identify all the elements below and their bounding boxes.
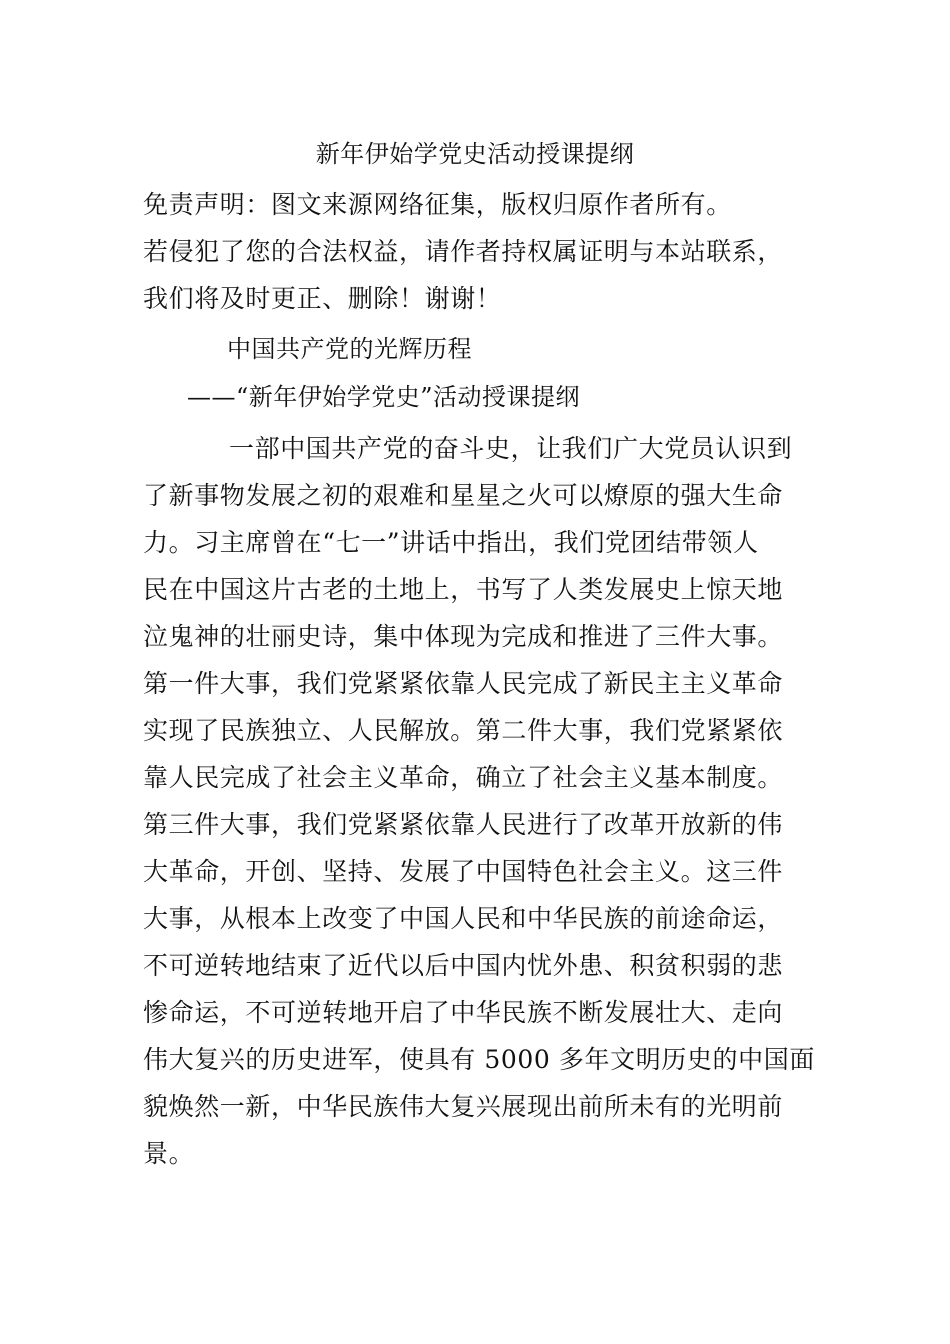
disclaimer-line: 我们将及时更正、删除！谢谢！: [143, 284, 502, 313]
section-subheading: ——“新年伊始学党史”活动授课提纲: [187, 383, 581, 411]
body-line: 了新事物发展之初的艰难和星星之火可以燎原的强大生命: [143, 481, 784, 510]
body-line: 大事，从根本上改变了中国人民和中华民族的前途命运，: [143, 904, 784, 933]
body-line: 力。习主席曾在“七一”讲话中指出，我们党团结带领人: [143, 528, 759, 557]
disclaimer-line: 若侵犯了您的合法权益，请作者持权属证明与本站联系，: [143, 237, 784, 266]
body-line: 第一件大事，我们党紧紧依靠人民完成了新民主主义革命: [143, 669, 784, 698]
body-line: 不可逆转地结束了近代以后中国内忧外患、积贫积弱的悲: [143, 951, 784, 980]
body-line: 惨命运，不可逆转地开启了中华民族不断发展壮大、走向: [143, 998, 784, 1027]
body-line: 景。: [143, 1139, 195, 1168]
body-line: 第三件大事，我们党紧紧依靠人民进行了改革开放新的伟: [143, 810, 784, 839]
disclaimer: [143, 181, 813, 322]
body-line: 民在中国这片古老的土地上，书写了人类发展史上惊天地: [143, 575, 784, 604]
body-line: 貌焕然一新，中华民族伟大复兴展现出前所未有的光明前: [143, 1092, 784, 1121]
body-line: 靠人民完成了社会主义革命，确立了社会主义基本制度。: [143, 763, 784, 792]
body-line: 大革命，开创、坚持、发展了中国特色社会主义。这三件: [143, 857, 784, 886]
body-paragraph: [143, 425, 813, 1177]
body-line: 一部中国共产党的奋斗史，让我们广大党员认识到: [229, 434, 793, 463]
body-line: 伟大复兴的历史进军，使具有 5000 多年文明历史的中国面: [143, 1045, 815, 1074]
body-line: 实现了民族独立、人民解放。第二件大事，我们党紧紧依: [143, 716, 784, 745]
disclaimer-line: 免责声明：图文来源网络征集，版权归原作者所有。: [143, 190, 732, 219]
section-heading: 中国共产党的光辉历程: [227, 335, 472, 363]
body-line: 泣鬼神的壮丽史诗，集中体现为完成和推进了三件大事。: [143, 622, 784, 651]
document-title: 新年伊始学党史活动授课提纲: [315, 140, 635, 168]
